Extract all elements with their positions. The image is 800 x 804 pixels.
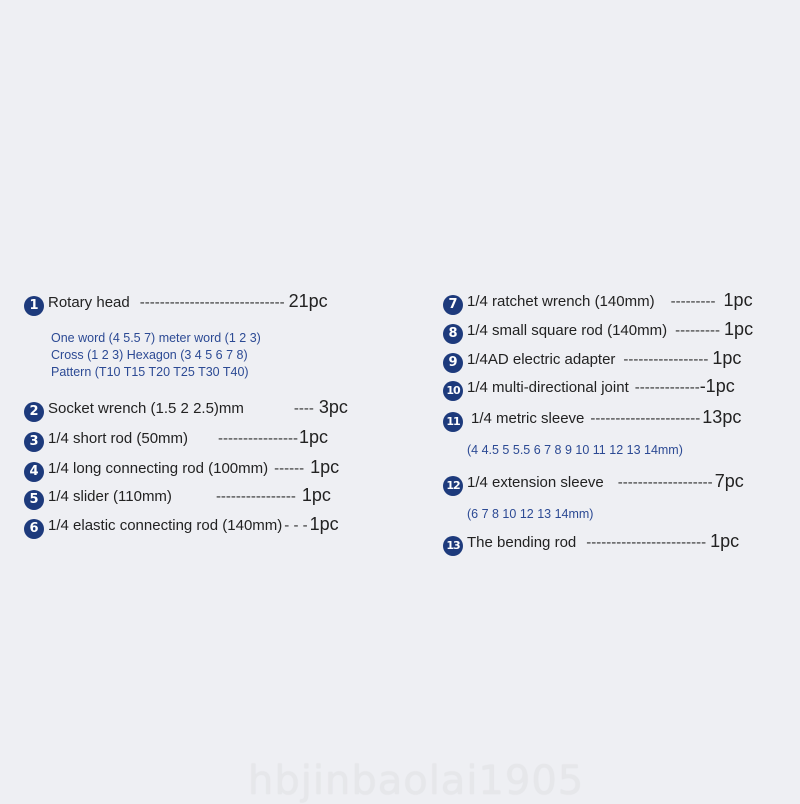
number-badge: 10 — [443, 381, 463, 401]
item-quantity: 13pc — [702, 407, 742, 427]
item-quantity: 1pc — [723, 290, 753, 310]
item-name: 1/4 extension sleeve — [467, 474, 604, 491]
leader-dots: --------- — [670, 293, 716, 310]
leader-dots: ------------------- — [617, 474, 713, 491]
leader-dots: ----------------- — [623, 351, 709, 368]
item-name: 1/4 elastic connecting rod (140mm) — [48, 517, 283, 534]
item-quantity: 3pc — [318, 397, 348, 417]
number-badge: 7 — [443, 295, 463, 315]
list-item — [24, 457, 339, 480]
item-name: Socket wrench (1.5 2 2.5)mm — [48, 400, 244, 417]
number-badge: 2 — [24, 402, 44, 422]
note-line: One word (4 5.5 7) meter word (1 2 3) — [51, 331, 261, 345]
item-quantity: 7pc — [714, 471, 744, 491]
list-item — [24, 485, 331, 508]
rotary-head-note — [51, 330, 261, 381]
item-name: 1/4 long connecting rod (100mm) — [48, 460, 269, 477]
number-badge: 1 — [24, 296, 44, 316]
list-item — [443, 471, 744, 494]
leader-dots: ------------------------ — [586, 534, 707, 551]
item-name: 1/4 metric sleeve — [471, 410, 585, 427]
list-item — [24, 397, 348, 420]
item-quantity: 1pc — [309, 514, 339, 534]
number-badge: 8 — [443, 324, 463, 344]
list-item — [24, 291, 328, 314]
number-badge: 11 — [443, 412, 463, 432]
leader-dots: ----------------------------- — [139, 294, 285, 311]
number-badge: 9 — [443, 353, 463, 373]
leader-dots: ---------------- — [215, 488, 296, 505]
watermark-text: hbjinbaolai1905 — [248, 758, 585, 804]
item-quantity: 1pc — [310, 457, 340, 477]
leader-dots: ---------------- — [218, 430, 298, 447]
item-name: 1/4 ratchet wrench (140mm) — [467, 293, 655, 310]
list-item — [443, 319, 753, 342]
leader-dots: ---------------------- — [590, 410, 701, 427]
note-line: (4 4.5 5 5.5 6 7 8 9 10 11 12 13 14mm) — [467, 443, 683, 457]
extension-sleeve-note — [467, 506, 593, 523]
number-badge: 12 — [443, 476, 463, 496]
number-badge: 13 — [443, 536, 463, 556]
note-line: Cross (1 2 3) Hexagon (3 4 5 6 7 8) — [51, 348, 248, 362]
leader-dots: - - - — [284, 517, 308, 534]
item-quantity: -1pc — [699, 376, 735, 396]
list-item — [443, 376, 735, 399]
item-quantity: 21pc — [288, 291, 328, 311]
number-badge: 4 — [24, 462, 44, 482]
list-item — [24, 427, 328, 450]
item-name: The bending rod — [467, 534, 577, 551]
leader-dots: --------- — [675, 322, 721, 339]
note-line: (6 7 8 10 12 13 14mm) — [467, 507, 594, 521]
item-quantity: 1pc — [724, 319, 754, 339]
item-name: Rotary head — [48, 294, 130, 311]
note-line: Pattern (T10 T15 T20 T25 T30 T40) — [51, 365, 249, 379]
leader-dots: ------------- — [634, 379, 700, 396]
item-name: 1/4 small square rod (140mm) — [467, 322, 668, 339]
number-badge: 3 — [24, 432, 44, 452]
item-name: 1/4 slider (110mm) — [48, 488, 172, 505]
metric-sleeve-note — [467, 442, 683, 459]
list-item — [24, 514, 339, 537]
item-quantity: 1pc — [298, 427, 328, 447]
number-badge: 6 — [24, 519, 44, 539]
leader-dots: ---- — [293, 400, 314, 417]
list-item — [443, 407, 741, 430]
item-name: 1/4 multi-directional joint — [467, 379, 629, 396]
item-name: 1/4AD electric adapter — [467, 351, 616, 368]
item-quantity: 1pc — [710, 531, 740, 551]
item-name: 1/4 short rod (50mm) — [48, 430, 189, 447]
leader-dots: ------ — [274, 460, 305, 477]
list-item — [443, 290, 753, 313]
list-item — [443, 348, 741, 371]
list-item — [443, 531, 739, 554]
item-quantity: 1pc — [712, 348, 742, 368]
item-quantity: 1pc — [301, 485, 331, 505]
number-badge: 5 — [24, 490, 44, 510]
